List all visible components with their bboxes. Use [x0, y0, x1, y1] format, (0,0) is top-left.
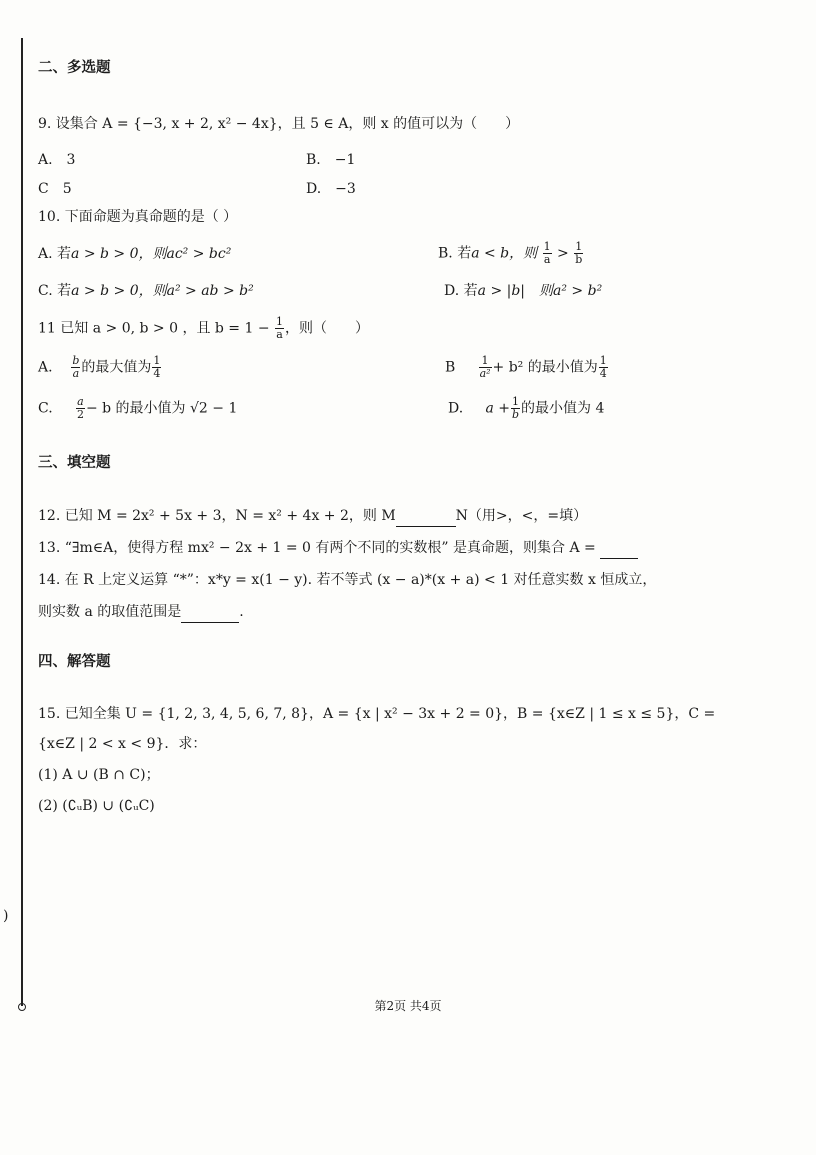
q14-line2: 则实数 a 的取值范围是 .	[38, 602, 244, 623]
q9-option-c: C 5	[38, 181, 72, 197]
q15-line1: 15. 已知全集 U = {1, 2, 3, 4, 5, 6, 7, 8}，A = {x | x² − 3x + 2 = 0}，B = {x∈Z | 1 ≤ x ≤ 5}，C =	[38, 706, 716, 722]
q11-option-a: A. $\frac{b}{a}$ 的最大值为 $\frac{1}{4}$	[38, 354, 161, 380]
q11-option-b: B $\frac{1}{\text{a²}}$ + b² 的最小值为 $\frac{1}{4}$	[445, 354, 607, 380]
q11-stem-frac: $\frac{1}{a}$	[276, 315, 284, 341]
q10-a-prefix: A. 若	[38, 246, 72, 262]
q13: 13. “∃m∈A，使得方程 mx² − 2x + 1 = 0 有两个不同的实数根” 是真命题，则集合 A =	[38, 538, 638, 559]
q10-option-b: B. 若a < b，则 $\frac{1}{a}$ > $\frac{1}{b}$	[438, 240, 583, 266]
q10-option-a	[38, 244, 231, 264]
q14-answer-blank[interactable]	[181, 602, 239, 623]
q15-part1: (1) A ∪ (B ∩ C)；	[38, 767, 160, 783]
q10-stem: 10. 下面命题为真命题的是（ ）	[38, 209, 238, 225]
q13-answer-blank[interactable]	[600, 538, 638, 559]
page-number-footer: 第2页 共4页	[374, 999, 442, 1013]
q10-d-prefix: D. 若	[444, 283, 478, 299]
q10-c-math: a > b > 0，则a² > ab > b²	[71, 283, 254, 299]
binding-margin-line	[21, 38, 23, 1006]
q10-d-math: a > |b| 则a² > b²	[477, 283, 603, 299]
q15-line2: {x∈Z | 2 < x < 9}．求：	[38, 736, 207, 752]
q12: 12. 已知 M = 2x² + 5x + 3，N = x² + 4x + 2，则 M N（用>，<，=填）	[38, 506, 587, 527]
q14-line1: 14. 在 R 上定义运算 “*”：x*y = x(1 − y). 若不等式 (x − a)*(x + a) < 1 对任意实数 x 恒成立，	[38, 572, 657, 588]
q9-option-a: A. 3	[38, 152, 76, 168]
q11-option-c: C. $\frac{a}{2}$ − b 的最小值为 √2 − 1	[38, 395, 238, 421]
section-title-multiple-choice: 二、多选题	[38, 60, 111, 76]
q10-b-frac2: $\frac{1}{b}$	[575, 240, 583, 266]
q10-a-math: a > b > 0，则ac² > bc²	[71, 246, 232, 262]
q10-c-prefix: C. 若	[38, 283, 72, 299]
q10-option-c	[38, 281, 254, 301]
q9-option-d: D. −3	[306, 181, 356, 197]
q9-stem: 9. 设集合 A = {−3, x + 2, x² − 4x}，且 5 ∈ A，则 x 的值可以为（ ）	[38, 116, 520, 132]
side-mark: )	[3, 908, 9, 924]
q15-part2: (2) (∁ᵤB) ∪ (∁ᵤC)	[38, 798, 155, 814]
q10-b-math: a < b，则	[471, 245, 538, 262]
q11-option-d: D. a + $\frac{1}{b}$ 的最小值为 4	[448, 395, 605, 421]
q10-b-frac1: $\frac{1}{a}$	[543, 240, 551, 266]
section-title-answer: 四、解答题	[38, 654, 111, 670]
q11-stem: 11 已知 a > 0, b > 0 ，且 b = 1 − $\frac{1}{a}$ ，则（ ）	[38, 315, 370, 341]
q12-answer-blank[interactable]	[396, 506, 456, 527]
section-title-fill-in: 三、填空题	[38, 455, 111, 471]
q10-option-d	[444, 281, 602, 301]
q9-option-b: B. −1	[306, 152, 356, 168]
q10-b-prefix: B. 若	[438, 245, 472, 262]
